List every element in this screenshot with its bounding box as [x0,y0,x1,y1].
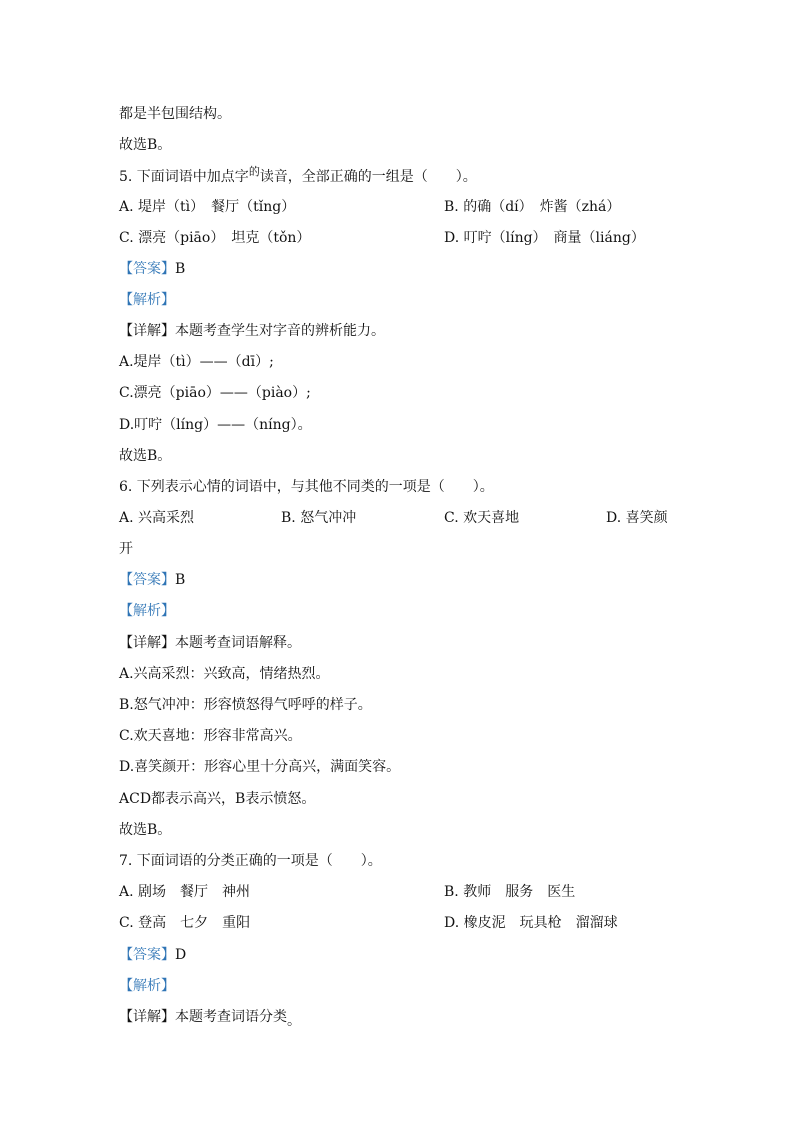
answer-value: B [175,261,186,277]
answer-line [119,946,186,964]
question-stem-part: 读音，全部正确的一组是（ ）。 [259,169,477,185]
text-line: ACD都表示高兴，B表示愤怒。 [119,791,316,807]
analysis-line [119,977,175,995]
analysis-label: 【解析】 [119,603,175,619]
analysis-line [119,602,175,620]
question-7-stem: 7. 下面词语的分类正确的一项是（ ）。 [119,853,382,869]
answer-line [119,260,185,278]
option-a: A. 剧场 餐厅 神州 [119,884,251,900]
option-d: D. 喜笑颜 [606,510,668,526]
detail-label: 【详解】 [119,323,175,339]
superscript-mark: 的 [248,165,260,178]
detail-text: 本题考查词语分类 [175,1009,287,1025]
text-line: A.堤岸（tì）——（dī）; [119,354,274,370]
option-c: C. 登高 七夕 重阳 [119,915,251,931]
period-mark: 。 [287,1013,301,1029]
analysis-line [119,291,175,309]
answer-label: 【答案】 [119,572,175,588]
question-6-stem: 6. 下列表示心情的词语中，与其他不同类的一项是（ ）。 [119,479,494,495]
detail-line [119,1008,301,1029]
text-line: 都是半包围结构。 [119,106,231,122]
analysis-label: 【解析】 [119,978,175,994]
answer-label: 【答案】 [119,261,175,277]
detail-text: 本题考查学生对字音的辨析能力。 [175,323,385,339]
answer-value: D [175,947,187,963]
text-line: 故选B。 [119,822,172,838]
question-5-stem [119,165,477,186]
answer-value: B [175,572,186,588]
option-b: B. 的确（dí） 炸酱（zhá） [444,199,621,215]
question-stem-part: 5. 下面词语中加点字 [119,169,249,185]
text-line: 故选B。 [119,448,172,464]
option-d: D. 叮咛（líng） 商量（liáng） [444,230,645,246]
text-line: D.喜笑颜开：形容心里十分高兴，满面笑容。 [119,759,401,775]
option-d: D. 橡皮泥 玩具枪 溜溜球 [444,915,618,931]
text-line: 故选B。 [119,137,172,153]
option-a: A. 兴高采烈 [119,510,195,526]
text-line: B.怒气冲冲：形容愤怒得气呼呼的样子。 [119,697,372,713]
detail-label: 【详解】 [119,635,175,651]
option-a: A. 堤岸（tì） 餐厅（tǐng） [119,199,296,215]
answer-line [119,571,185,589]
option-b: B. 教师 服务 医生 [444,884,576,900]
analysis-label: 【解析】 [119,292,175,308]
detail-label: 【详解】 [119,1009,175,1025]
option-c: C. 漂亮（piāo） 坦克（tǒn） [119,230,311,246]
text-line: C.欢天喜地：形容非常高兴。 [119,728,302,744]
answer-label: 【答案】 [119,947,175,963]
option-d-continued: 开 [119,541,133,557]
detail-line [119,634,301,652]
text-line: D.叮咛（líng）——（níng）。 [119,417,312,433]
detail-text: 本题考查词语解释。 [175,635,301,651]
detail-line [119,322,385,340]
option-c: C. 欢天喜地 [444,510,520,526]
option-b: B. 怒气冲冲 [281,510,357,526]
text-line: A.兴高采烈：兴致高，情绪热烈。 [119,666,330,682]
text-line: C.漂亮（piāo）——（piào）; [119,385,311,401]
